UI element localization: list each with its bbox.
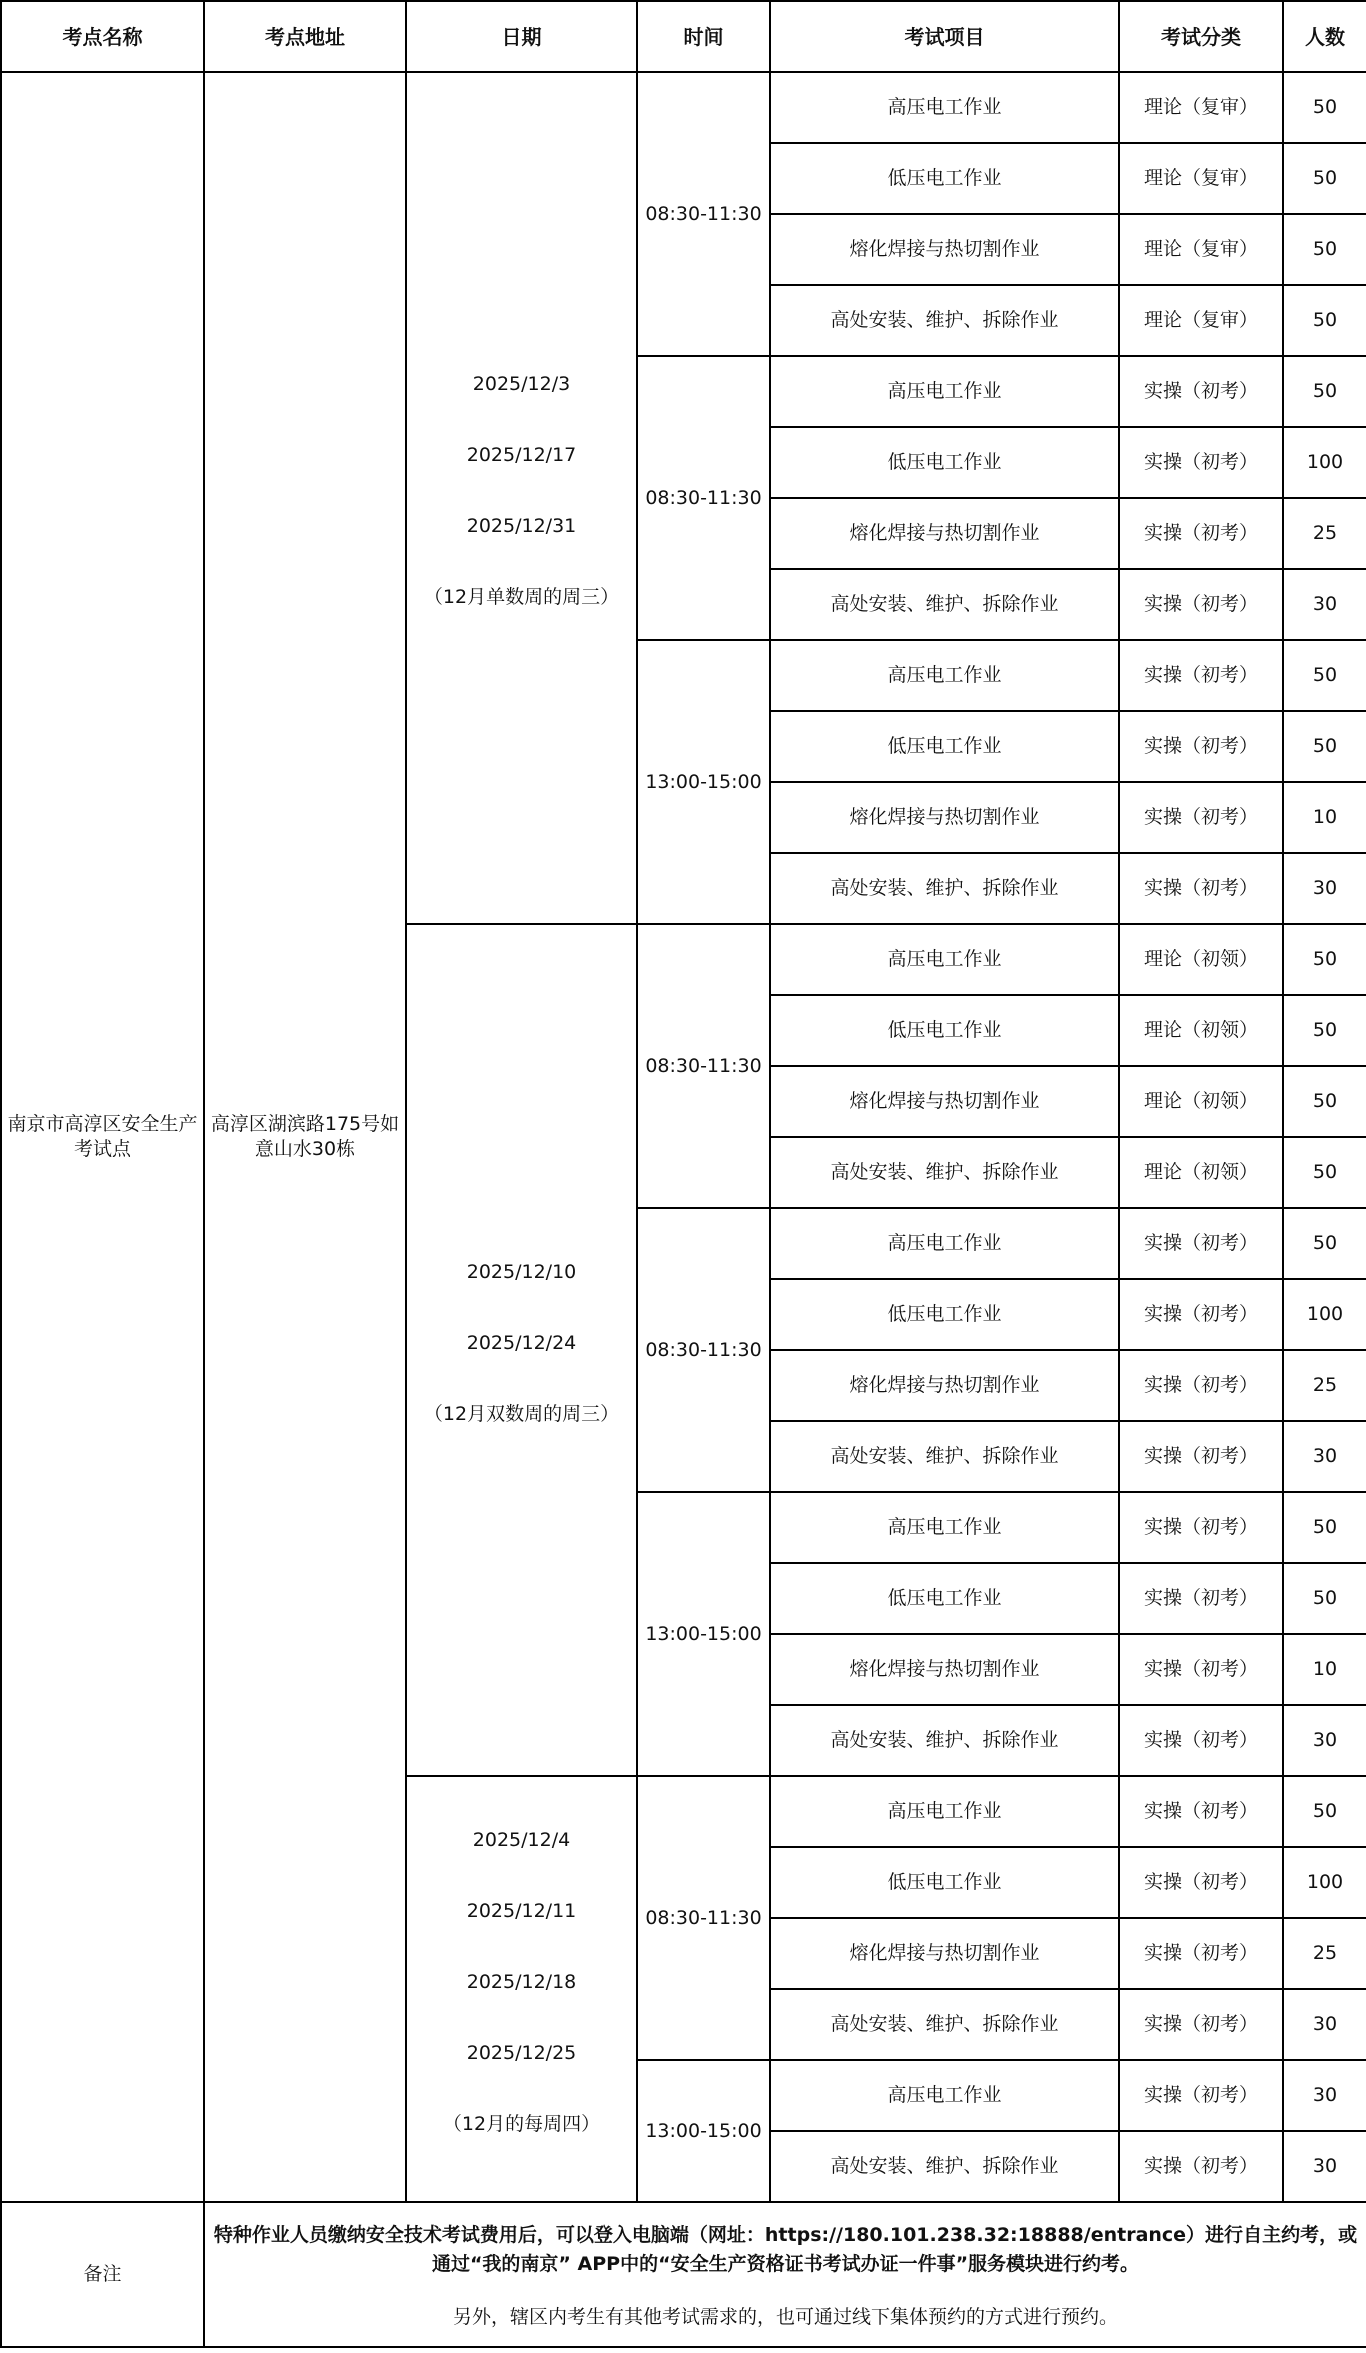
time-cell: 08:30-11:30	[637, 356, 770, 640]
exam-category-cell: 实操（初考）	[1119, 1208, 1283, 1279]
exam-project-cell: 低压电工作业	[770, 995, 1119, 1066]
exam-category-cell: 理论（复审）	[1119, 72, 1283, 143]
site-name: 南京市高淳区安全生产考试点	[7, 1113, 198, 1160]
headcount-cell: 30	[1283, 2060, 1366, 2131]
headcount-cell: 100	[1283, 427, 1366, 498]
exam-category-cell: 实操（初考）	[1119, 1918, 1283, 1989]
headcount-cell: 50	[1283, 143, 1366, 214]
exam-project-cell: 熔化焊接与热切割作业	[770, 1066, 1119, 1137]
headcount-cell: 50	[1283, 711, 1366, 782]
date-list	[407, 1804, 636, 2175]
exam-category-cell: 实操（初考）	[1119, 1421, 1283, 1492]
header-site-name: 考点名称	[1, 1, 204, 72]
headcount-cell: 30	[1283, 1989, 1366, 2060]
headcount-cell: 25	[1283, 1918, 1366, 1989]
date-item: 2025/12/24	[466, 1331, 577, 1354]
exam-category-cell: 实操（初考）	[1119, 782, 1283, 853]
exam-category-cell: 实操（初考）	[1119, 640, 1283, 711]
exam-project-cell: 熔化焊接与热切割作业	[770, 1350, 1119, 1421]
exam-category-cell: 实操（初考）	[1119, 1279, 1283, 1350]
exam-category-cell: 理论（复审）	[1119, 285, 1283, 356]
headcount-cell: 10	[1283, 1634, 1366, 1705]
exam-category-cell: 理论（复审）	[1119, 214, 1283, 285]
header-site-address: 考点地址	[204, 1, 406, 72]
schedule-body	[1, 72, 1366, 2202]
exam-category-cell: 实操（初考）	[1119, 569, 1283, 640]
site-address: 高淳区湖滨路175号如意山水30栋	[210, 1113, 400, 1160]
time-cell: 08:30-11:30	[637, 72, 770, 356]
headcount-cell: 50	[1283, 924, 1366, 995]
exam-project-cell: 熔化焊接与热切割作业	[770, 782, 1119, 853]
exam-category-cell: 理论（初领）	[1119, 1137, 1283, 1208]
exam-category-cell: 实操（初考）	[1119, 853, 1283, 924]
exam-project-cell: 高处安装、维护、拆除作业	[770, 569, 1119, 640]
headcount-cell: 25	[1283, 498, 1366, 569]
headcount-cell: 50	[1283, 1563, 1366, 1634]
exam-category-cell: 实操（初考）	[1119, 427, 1283, 498]
date-item: （12月双数周的周三）	[423, 1402, 620, 1425]
headcount-cell: 50	[1283, 1776, 1366, 1847]
date-item: 2025/12/25	[466, 2041, 577, 2064]
exam-category-cell: 理论（初领）	[1119, 924, 1283, 995]
date-cell	[406, 72, 637, 924]
exam-project-cell: 低压电工作业	[770, 1847, 1119, 1918]
date-item: 2025/12/11	[466, 1899, 577, 1922]
date-item: 2025/12/31	[466, 515, 577, 537]
date-cell	[406, 1776, 637, 2202]
headcount-cell: 30	[1283, 2131, 1366, 2202]
exam-project-cell: 低压电工作业	[770, 711, 1119, 782]
exam-project-cell: 高处安装、维护、拆除作业	[770, 285, 1119, 356]
exam-category-cell: 实操（初考）	[1119, 1350, 1283, 1421]
time-cell: 08:30-11:30	[637, 924, 770, 1208]
exam-project-cell: 熔化焊接与热切割作业	[770, 1634, 1119, 1705]
headcount-cell: 50	[1283, 285, 1366, 356]
headcount-cell: 30	[1283, 853, 1366, 924]
headcount-cell: 50	[1283, 1492, 1366, 1563]
headcount-cell: 30	[1283, 569, 1366, 640]
exam-project-cell: 高处安装、维护、拆除作业	[770, 853, 1119, 924]
exam-category-cell: 实操（初考）	[1119, 498, 1283, 569]
exam-category-cell: 实操（初考）	[1119, 356, 1283, 427]
date-item: 2025/12/10	[466, 1260, 577, 1283]
date-list	[407, 1236, 636, 1465]
headcount-cell: 50	[1283, 214, 1366, 285]
exam-project-cell: 低压电工作业	[770, 427, 1119, 498]
date-item: 2025/12/17	[466, 444, 577, 466]
time-cell: 13:00-15:00	[637, 2060, 770, 2202]
exam-category-cell: 实操（初考）	[1119, 1563, 1283, 1634]
header-exam-project: 考试项目	[770, 1, 1119, 72]
exam-project-cell: 低压电工作业	[770, 1563, 1119, 1634]
note-label: 备注	[1, 2202, 204, 2347]
headcount-cell: 25	[1283, 1350, 1366, 1421]
header-headcount: 人数	[1283, 1, 1366, 72]
headcount-cell: 50	[1283, 356, 1366, 427]
exam-project-cell: 高压电工作业	[770, 2060, 1119, 2131]
exam-project-cell: 高处安装、维护、拆除作业	[770, 1137, 1119, 1208]
exam-project-cell: 高压电工作业	[770, 1492, 1119, 1563]
time-cell: 08:30-11:30	[637, 1208, 770, 1492]
exam-category-cell: 理论（初领）	[1119, 1066, 1283, 1137]
exam-project-cell: 高压电工作业	[770, 356, 1119, 427]
exam-category-cell: 实操（初考）	[1119, 2131, 1283, 2202]
headcount-cell: 30	[1283, 1421, 1366, 1492]
exam-category-cell: 实操（初考）	[1119, 1847, 1283, 1918]
exam-category-cell: 实操（初考）	[1119, 2060, 1283, 2131]
exam-category-cell: 实操（初考）	[1119, 1492, 1283, 1563]
headcount-cell: 50	[1283, 995, 1366, 1066]
time-cell: 13:00-15:00	[637, 1492, 770, 1776]
exam-project-cell: 高压电工作业	[770, 72, 1119, 143]
date-item: 2025/12/3	[472, 373, 571, 395]
site-name-cell	[1, 72, 204, 2202]
exam-project-cell: 高处安装、维护、拆除作业	[770, 1421, 1119, 1492]
exam-project-cell: 熔化焊接与热切割作业	[770, 498, 1119, 569]
time-cell: 13:00-15:00	[637, 640, 770, 924]
exam-project-cell: 低压电工作业	[770, 143, 1119, 214]
exam-project-cell: 高处安装、维护、拆除作业	[770, 1705, 1119, 1776]
exam-project-cell: 高压电工作业	[770, 924, 1119, 995]
note-offline-text: 另外，辖区内考生有其他考试需求的，也可通过线下集体预约的方式进行预约。	[452, 2306, 1118, 2328]
header-row	[1, 1, 1366, 72]
date-list	[407, 348, 636, 648]
exam-project-cell: 高压电工作业	[770, 640, 1119, 711]
table-row	[1, 72, 1366, 143]
header-exam-category: 考试分类	[1119, 1, 1283, 72]
exam-project-cell: 高处安装、维护、拆除作业	[770, 2131, 1119, 2202]
exam-project-cell: 高处安装、维护、拆除作业	[770, 1989, 1119, 2060]
exam-project-cell: 高压电工作业	[770, 1776, 1119, 1847]
header-date: 日期	[406, 1, 637, 72]
date-cell	[406, 924, 637, 1776]
exam-project-cell: 熔化焊接与热切割作业	[770, 214, 1119, 285]
note-body	[204, 2202, 1366, 2347]
exam-category-cell: 理论（初领）	[1119, 995, 1283, 1066]
headcount-cell: 50	[1283, 72, 1366, 143]
headcount-cell: 50	[1283, 1208, 1366, 1279]
headcount-cell: 50	[1283, 1137, 1366, 1208]
exam-category-cell: 实操（初考）	[1119, 711, 1283, 782]
headcount-cell: 50	[1283, 640, 1366, 711]
exam-category-cell: 实操（初考）	[1119, 1634, 1283, 1705]
headcount-cell: 100	[1283, 1847, 1366, 1918]
date-item: 2025/12/18	[466, 1970, 577, 1993]
exam-project-cell: 低压电工作业	[770, 1279, 1119, 1350]
header-time: 时间	[637, 1, 770, 72]
exam-category-cell: 理论（复审）	[1119, 143, 1283, 214]
note-booking-text: 特种作业人员缴纳安全技术考试费用后，可以登入电脑端（网址：https://180.101.238.32:18888/entrance）进行自主约考，或通过“我的南京” APP中的“安全生产资格证书考试办证一件事”服务模块进行约考。	[213, 2224, 1358, 2275]
headcount-cell: 100	[1283, 1279, 1366, 1350]
headcount-cell: 10	[1283, 782, 1366, 853]
headcount-cell: 50	[1283, 1066, 1366, 1137]
exam-project-cell: 高压电工作业	[770, 1208, 1119, 1279]
date-item: （12月单数周的周三）	[423, 586, 620, 608]
date-item: （12月的每周四）	[442, 2112, 601, 2135]
exam-category-cell: 实操（初考）	[1119, 1776, 1283, 1847]
note-row	[1, 2202, 1366, 2347]
exam-project-cell: 熔化焊接与热切割作业	[770, 1918, 1119, 1989]
date-item: 2025/12/4	[472, 1828, 571, 1851]
site-address-cell	[204, 72, 406, 2202]
headcount-cell: 30	[1283, 1705, 1366, 1776]
exam-category-cell: 实操（初考）	[1119, 1705, 1283, 1776]
exam-category-cell: 实操（初考）	[1119, 1989, 1283, 2060]
time-cell: 08:30-11:30	[637, 1776, 770, 2060]
